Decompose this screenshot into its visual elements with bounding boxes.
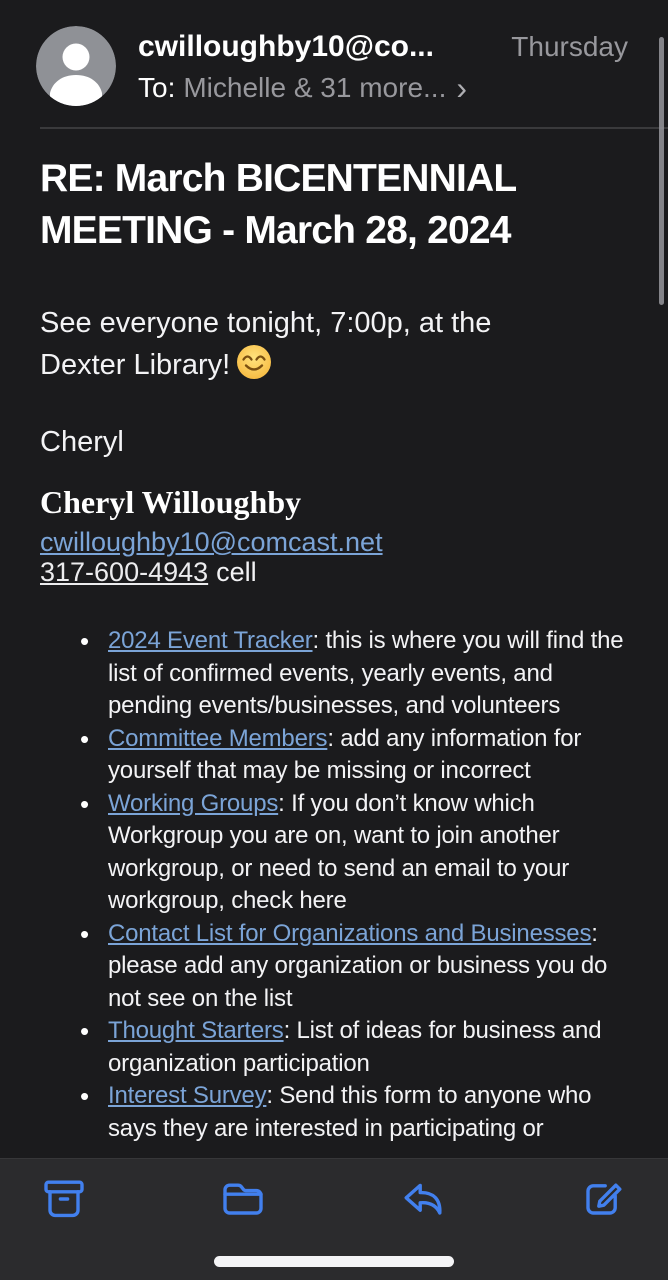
event-tracker-link[interactable]: 2024 Event Tracker bbox=[108, 627, 313, 654]
list-item-text: : add any information for yourself that may be missing or incorrect bbox=[108, 724, 582, 784]
committee-members-link[interactable]: Committee Members bbox=[108, 724, 328, 752]
archive-box-icon bbox=[40, 1175, 88, 1223]
message-body bbox=[0, 153, 668, 1145]
list-item-text: : this is where you will find the list of confirmed events, yearly events, and pending events/businesses, and volunteers bbox=[108, 627, 624, 719]
list-item-text: : Send this form to anyone who says they are interested in participating or bbox=[108, 1082, 592, 1142]
folder-icon bbox=[219, 1175, 267, 1223]
home-indicator[interactable] bbox=[214, 1256, 454, 1267]
toolbar-icons-row bbox=[0, 1159, 668, 1224]
list-item-text: : If you don’t know which Workgroup you are on, want to join another workgroup, or need to send an email to your workgroup, check here bbox=[108, 789, 570, 914]
to-label: To: bbox=[138, 72, 176, 103]
list-item-working-groups bbox=[40, 788, 628, 918]
thought-starters-link[interactable]: Thought Starters bbox=[108, 1017, 284, 1044]
resource-links-list bbox=[40, 625, 628, 1145]
signature-name: Cheryl Willoughby bbox=[40, 484, 302, 520]
compose-button[interactable] bbox=[578, 1174, 628, 1224]
header-text bbox=[138, 26, 628, 104]
email-link[interactable]: cwilloughby10@comcast.net bbox=[40, 527, 383, 557]
list-item-committee-members bbox=[40, 723, 628, 788]
bottom-toolbar bbox=[0, 1158, 668, 1280]
phone-line bbox=[40, 557, 628, 587]
list-item-text: : please add any organization or business you do not see on the list bbox=[108, 919, 608, 1012]
list-item-text: : List of ideas for business and organization participation bbox=[108, 1017, 602, 1077]
signature-block bbox=[40, 481, 628, 587]
sender-address[interactable]: cwilloughby10@co... bbox=[138, 30, 434, 63]
scroll-indicator[interactable] bbox=[659, 37, 664, 305]
list-item-contact-list bbox=[40, 918, 628, 1016]
smiling-face-emoji-icon bbox=[236, 344, 272, 380]
subject-title: RE: March BICENTENNIAL MEETING - March 28, 2024 bbox=[40, 157, 516, 252]
working-groups-link[interactable]: Working Groups bbox=[108, 789, 279, 817]
header-divider bbox=[40, 127, 668, 129]
phone-link[interactable]: 317-600-4943 bbox=[40, 557, 209, 587]
reply-button[interactable] bbox=[399, 1174, 449, 1224]
recipients-row[interactable] bbox=[138, 72, 628, 104]
greeting-text: See everyone tonight, 7:00p, at the Dexter Library! bbox=[40, 307, 492, 381]
person-avatar-icon bbox=[36, 26, 116, 106]
list-item-thought-starters bbox=[40, 1015, 628, 1080]
message-date: Thursday bbox=[511, 31, 628, 62]
contact-list-link[interactable]: Contact List for Organizations and Businesses bbox=[108, 919, 592, 947]
sender-avatar[interactable] bbox=[36, 26, 116, 106]
recipients-summary: Michelle & 31 more... bbox=[183, 72, 447, 103]
move-to-folder-button[interactable] bbox=[219, 1174, 269, 1224]
list-item-event-tracker bbox=[40, 625, 628, 723]
archive-button[interactable] bbox=[40, 1174, 90, 1224]
message-header bbox=[0, 0, 668, 106]
compose-square-pencil-icon bbox=[578, 1175, 626, 1223]
interest-survey-link[interactable]: Interest Survey bbox=[108, 1082, 267, 1109]
list-item-interest-survey bbox=[40, 1080, 628, 1145]
reply-arrow-icon bbox=[399, 1175, 447, 1223]
signoff-text: Cheryl bbox=[40, 426, 124, 458]
chevron-right-icon: › bbox=[456, 70, 468, 106]
body-paragraph bbox=[40, 303, 560, 386]
sender-row bbox=[138, 30, 628, 64]
phone-suffix: cell bbox=[216, 557, 257, 587]
